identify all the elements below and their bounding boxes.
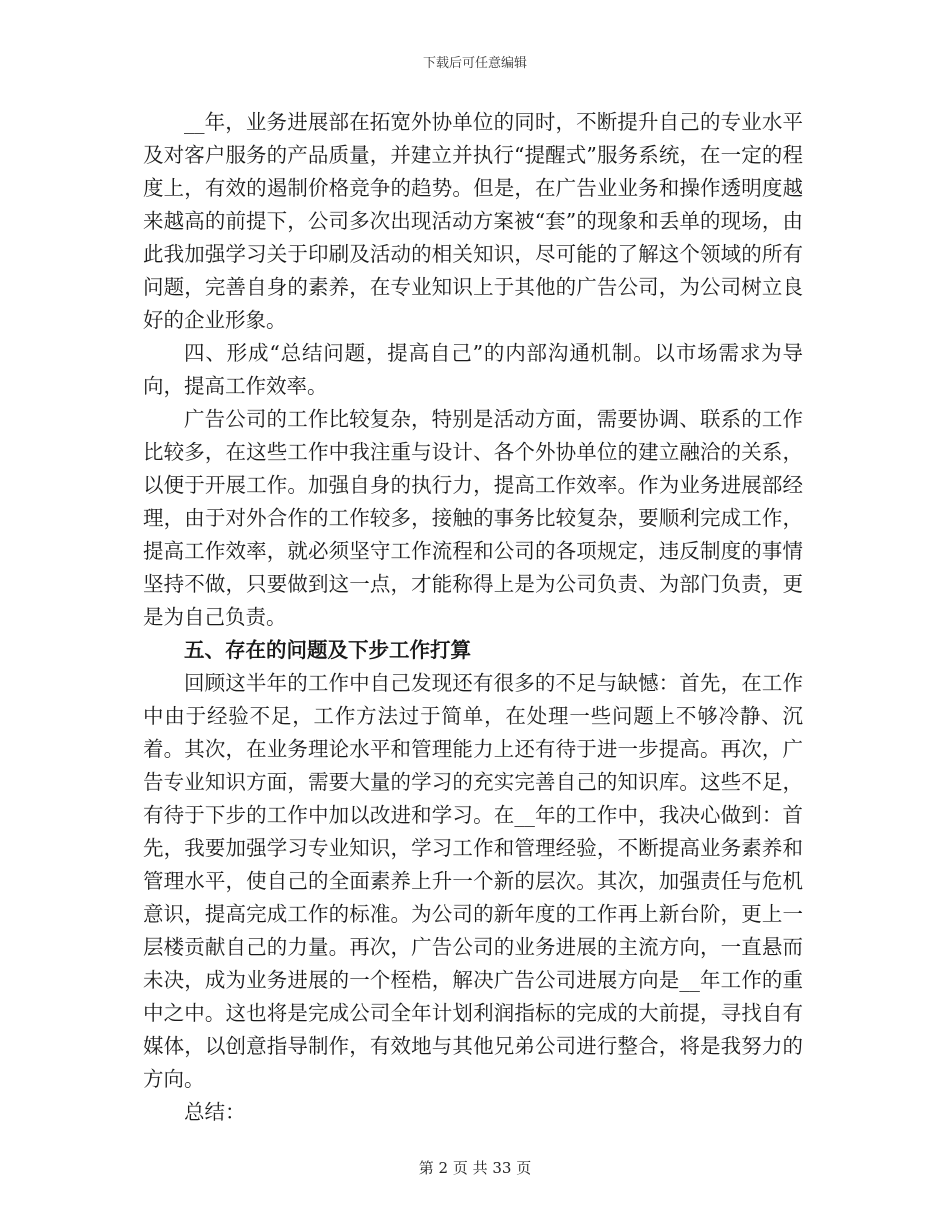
page-header-note: 下载后可任意编辑 [422,56,527,71]
paragraph-review-and-plans: 回顾这半年的工作中自己发现还有很多的不足与缺憾：首先，在工作中由于经验不足，工作方法过于简单，在处理一些问题上不够冷静、沉着。其次，在业务理论水平和管理能力上还有待于进一步提高。再次，广告专业知识方面，需要大量的学习的充实完善自己的知识库。这些不足，有待于下步的工作中加以改进和学习。在__年的工作中，我决心做到：首先，我要加强学习专业知识，学习工作和管理经验，不断提高业务素养和管理水平，使自己的全面素养上升一个新的层次。其次，加强责任与危机意识，提高完成工作的标准。为公司的新年度的工作再上新台阶，更上一层楼贡献自己的力量。再次，广告公司的业务进展的主流方向，一直悬而未决，成为业务进展的一个桎梏，解决广告公司进展方向是__年工作的重中之中。这也将是完成公司全年计划利润指标的完成的大前提，寻找自有媒体，以创意指导制作，有效地与其他兄弟公司进行整合，将是我努力的方向。 [143,671,803,1091]
paragraph-business-development: __年，业务进展部在拓宽外协单位的同时，不断提升自己的专业水平及对客户服务的产品质量，并建立并执行“提醒式”服务系统，在一定的程度上，有效的遏制价格竞争的趋势。但是，在广告业业务和操作透明度越来越高的前提下，公司多次出现活动方案被“套”的现象和丢单的现场，由此我加强学习关于印刷及活动的相关知识，尽可能的了解这个领域的所有问题，完善自身的素养，在专业知识上于其他的广告公司，为公司树立良好的企业形象。 [143,110,803,332]
section-heading-problems-plans: 五、存在的问题及下步工作打算 [184,638,471,662]
paragraph-summary-label: 总结： [184,1100,246,1124]
paragraph-work-efficiency: 广告公司的工作比较复杂，特别是活动方面，需要协调、联系的工作比较多，在这些工作中我注重与设计、各个外协单位的建立融洽的关系，以便于开展工作。加强自身的执行力，提高工作效率。作为业务进展部经理，由于对外合作的工作较多，接触的事务比较复杂，要顺利完成工作，提高工作效率，就必须坚守工作流程和公司的各项规定，违反制度的事情坚持不做，只要做到这一点，才能称得上是为公司负责、为部门负责，更是为自己负责。 [143,407,803,629]
paragraph-communication-mechanism: 四、形成“总结问题，提高自己”的内部沟通机制。以市场需求为导向，提高工作效率。 [143,341,803,398]
document-body [143,106,803,1129]
page-number: 第 2 页 共 33 页 [418,1159,532,1177]
